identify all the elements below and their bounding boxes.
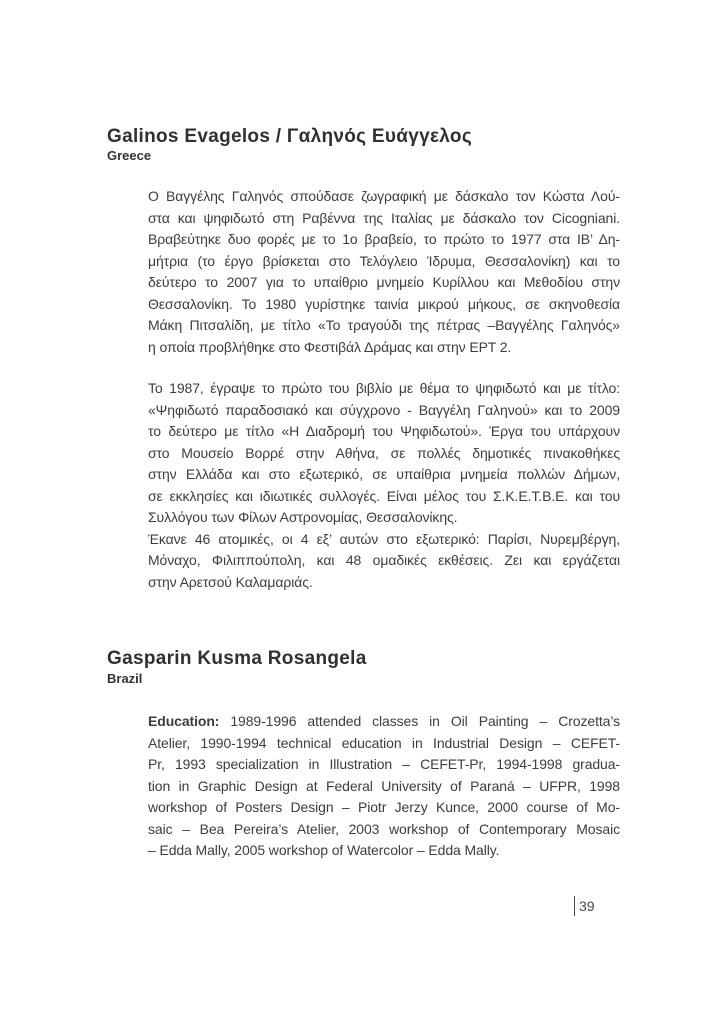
text-line: «Ψηφιδωτό παραδοσιακό και σύγχρονο - Βαγγέλη Γαληνού» και το 2009 [148, 401, 620, 418]
text-line: Μάκη Πιτσαλίδη, με τίτλο «Το τραγούδι της πέτρας –Βαγγέλης Γαληνός» [148, 317, 620, 333]
text-line: το δεύτερο με τίτλο «Η Διαδρομή του Ψηφιδωτού». Έργα του υπάρχουν [148, 423, 620, 439]
artist-name-gasparin: Gasparin Kusma Rosangela [107, 648, 367, 669]
page-number-value: 39 [579, 898, 595, 914]
text-line: δεύτερο το 2007 για το υπαίθριο μνημείο Κυρίλλου και Μεθοδίου στην [148, 274, 620, 290]
paragraph [148, 711, 620, 862]
artist-bio-galinos [148, 186, 620, 593]
page-number [574, 896, 595, 916]
text-line: η οποία προβλήθηκε στο Φεστιβάλ Δράμας και στην ΕΡΤ 2. [148, 338, 512, 355]
artist-name-galinos: Galinos Evagelos / Γαληνός Ευάγγελος [107, 126, 473, 147]
text-line: Έκανε 46 ατομικές, οι 4 εξ’ αυτών στο εξωτερικό: Παρίσι, Νυρεμβέργη, [148, 530, 620, 547]
text-line: workshop of Posters Design – Piotr Jerzy Kunce, 2000 course of Mo- [148, 799, 620, 815]
paragraph [148, 186, 620, 358]
text-line: σε εκκλησίες και ιδιωτικές συλλογές. Είναι μέλος του Σ.Κ.Ε.Τ.Β.Ε. και του [148, 487, 620, 504]
text-line: saic – Bea Pereira’s Atelier, 2003 workshop of Contemporary Mosaic [148, 820, 620, 837]
text-line: στην Ελλάδα και στο εξωτερικό, σε υπαίθρια μνημεία πολλών Δήμων, [148, 466, 620, 482]
text-line: στα και ψηφιδωτό στη Ραβέννα της Ιταλίας με δάσκαλο τον Cicogniani. [148, 209, 620, 226]
text-line: στην Αρετσού Καλαμαριάς. [148, 573, 313, 590]
text-line: Θεσσαλονίκη. Το 1980 γυρίστηκε ταινία μικρού μήκους, σε σκηνοθεσία [148, 295, 620, 312]
text-line: στο Μουσείο Βορρέ στην Αθήνα, σε πολλές δημοτικές πινακοθήκες [148, 444, 620, 461]
text-line: Pr, 1993 specialization in Illustration – CEFET-Pr, 1994-1998 gradua- [148, 756, 620, 772]
education-label: Education: [148, 713, 220, 729]
text-line: μήτρια (το έργο βρίσκεται στο Τελόγλειο Ίδρυμα, Θεσσαλονίκη) και το [148, 252, 620, 269]
text-line: Συλλόγου των Φίλων Αστρονομίας, Θεσσαλονίκης. [148, 509, 458, 525]
text-line: Ο Βαγγέλης Γαληνός σπούδασε ζωγραφική με δάσκαλο τον Κώστα Λού- [148, 188, 620, 204]
paragraph [148, 378, 620, 593]
text-line: Βραβεύτηκε δυο φορές με το 1ο βραβείο, το πρώτο το 1977 στα ΙΒ’ Δη- [148, 231, 620, 247]
text-line: Μόναχο, Φιλιππούπολη, και 48 ομαδικές εκθέσεις. Ζει και εργάζεται [148, 552, 620, 568]
artist-country-gasparin: Brazil [107, 671, 143, 686]
text-line: tion in Graphic Design at Federal University of Paraná – UFPR, 1998 [148, 777, 620, 794]
text-line: Το 1987, έγραψε το πρώτο του βιβλίο με θέμα το ψηφιδωτό και με τίτλο: [148, 380, 620, 396]
artist-country-galinos: Greece [107, 148, 152, 163]
page-number-divider [574, 896, 575, 916]
artist-bio-gasparin [148, 711, 620, 862]
text-line: Education: 1989-1996 attended classes in Oil Painting – Crozetta’s [148, 713, 620, 729]
text-line: Atelier, 1990-1994 technical education in Industrial Design – CEFET- [148, 734, 620, 751]
text-line: – Edda Mally, 2005 workshop of Watercolor – Edda Mally. [148, 842, 500, 858]
